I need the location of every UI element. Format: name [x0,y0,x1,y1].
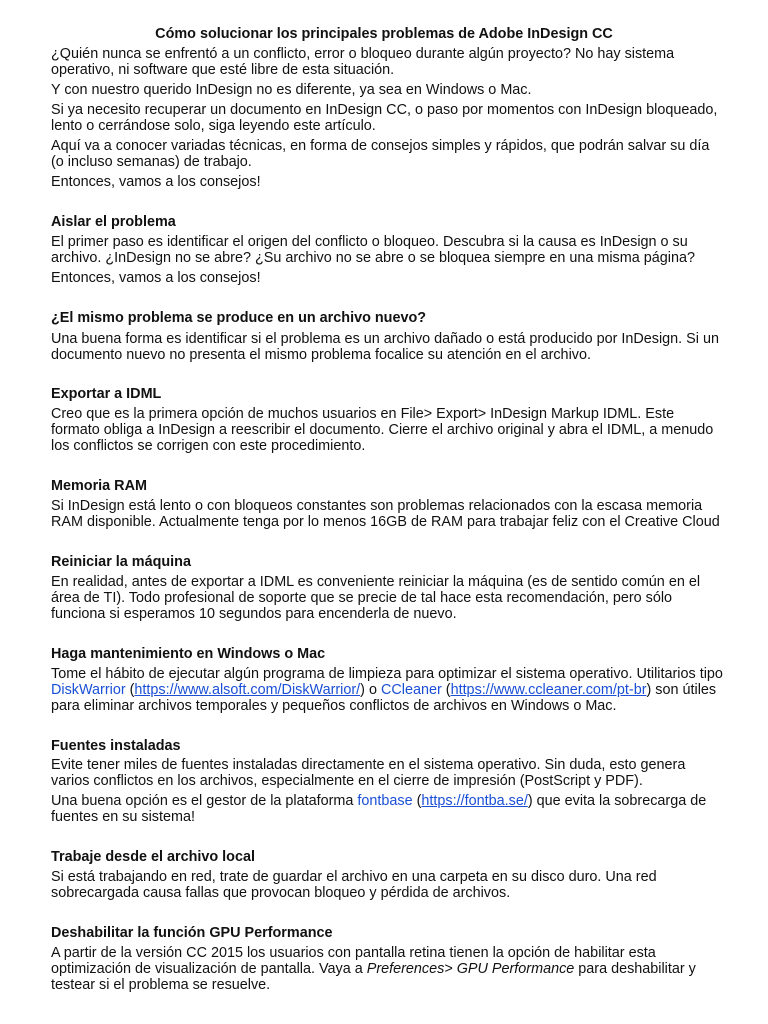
fuentes-text-c: ) que evita la sobrecarga de fuentes en su sistema! [51,793,707,825]
mantenimiento-text-a: Tome el hábito de ejecutar algún programa de limpieza para optimizar el sistema operativo. Utilitarios tipo [51,666,723,682]
section-fuentes-paragraph-2 [51,793,723,825]
mantenimiento-text-d: ( [441,682,451,698]
intro-paragraph-5: Entonces, vamos a los consejos! [51,174,261,190]
section-heading-mantenimiento: Haga mantenimiento en Windows o Mac [51,646,326,662]
section-gpu-paragraph [51,945,723,993]
gpu-text-b: para deshabilitar y testear si el problema se resuelve. [51,961,696,993]
intro-paragraph-3: Si ya necesito recuperar un documento en InDesign CC, o paso por momentos con InDesign bloqueado, lento o cerrándose solo, siga leyendo este artículo. [51,102,718,134]
section-heading-archivo-local: Trabaje desde el archivo local [51,849,255,865]
fuentes-text-b: ( [412,793,422,809]
section-heading-fuentes: Fuentes instaladas [51,738,181,754]
section-aislar-paragraph-2: Entonces, vamos a los consejos! [51,270,261,286]
mantenimiento-text-e: ) son útiles para eliminar archivos temporales y pequeños conflictos de archivos en Windows o Mac. [51,682,717,714]
section-heading-ram: Memoria RAM [51,478,147,494]
section-aislar-paragraph-1: El primer paso es identificar el origen del conflicto o bloqueo. Descubra si la causa es InDesign o su archivo. ¿InDesign no se abre? ¿Su archivo no se abre o se bloquea siempre en una misma página? [51,234,695,266]
document-title: Cómo solucionar los principales problemas de Adobe InDesign CC [155,26,613,42]
section-ram-paragraph: Si InDesign está lento o con bloqueos constantes son problemas relacionados con la escasa memoria RAM disponible. Actualmente tenga por lo menos 16GB de RAM para trabajar feliz con el Creative Cloud [51,498,720,530]
mantenimiento-text-c: ) o [360,682,381,698]
section-heading-gpu: Deshabilitar la función GPU Performance [51,925,333,941]
section-heading-idml: Exportar a IDML [51,386,162,402]
section-fuentes-paragraph-1: Evite tener miles de fuentes instaladas directamente en el sistema operativo. Sin duda, esto genera varios conflictos en los archivos, especialmente en el cierre de impresión (PostScript y PDF). [51,757,686,789]
section-reiniciar-paragraph: En realidad, antes de exportar a IDML es conveniente reiniciar la máquina (es de sentido común en el área de TI). Todo profesional de soporte que se precie de tal hace esta recomendación, pero sólo funciona si esperamos 10 segundos para encenderla de nuevo. [51,574,701,622]
fontbase-url-link[interactable]: https://fontba.se/ [421,793,528,809]
gpu-preferences-path: Preferences> GPU Performance [366,961,575,977]
ccleaner-url-link[interactable]: https://www.ccleaner.com/pt-br [450,682,647,698]
mantenimiento-text-b: ( [125,682,135,698]
intro-paragraph-4: Aquí va a conocer variadas técnicas, en forma de consejos simples y rápidos, que podrán salvar su día (o incluso semanas) de trabajo. [51,138,710,170]
intro-paragraph-1: ¿Quién nunca se enfrentó a un conflicto, error o bloqueo durante algún proyecto? No hay sistema operativo, ni software que esté libre de esta situación. [51,46,675,78]
diskwarrior-link[interactable]: DiskWarrior [51,682,126,698]
section-idml-paragraph: Creo que es la primera opción de muchos usuarios en File> Export> InDesign Markup IDML. Este formato obliga a InDesign a reescribir el documento. Cierre el archivo original y abra el IDML, a menudo los conflictos se corrigen con este procedimiento. [51,406,714,454]
gpu-text-a: A partir de la versión CC 2015 los usuarios con pantalla retina tienen la opción de habilitar esta optimización de visualización de pantalla. Vaya a [51,945,656,977]
diskwarrior-url-link[interactable]: https://www.alsoft.com/DiskWarrior/ [134,682,361,698]
fuentes-text-a: Una buena opción es el gestor de la plataforma [51,793,358,809]
section-archivo-local-paragraph: Si está trabajando en red, trate de guardar el archivo en una carpeta en su disco duro. Una red sobrecargada causa fallas que provocan bloqueo y pérdida de archivos. [51,869,657,901]
section-mantenimiento-paragraph [51,666,723,714]
fontbase-link[interactable]: fontbase [357,793,413,809]
section-heading-reiniciar: Reiniciar la máquina [51,554,191,570]
section-archivo-nuevo-paragraph: Una buena forma es identificar si el problema es un archivo dañado o está producido por InDesign. Si un documento nuevo no presenta el mismo problema focalice su atención en el archivo. [51,331,719,363]
section-heading-archivo-nuevo: ¿El mismo problema se produce en un archivo nuevo? [51,310,427,326]
ccleaner-link[interactable]: CCleaner [380,682,442,698]
section-heading-aislar: Aislar el problema [51,214,176,230]
intro-paragraph-2: Y con nuestro querido InDesign no es diferente, ya sea en Windows o Mac. [51,82,532,98]
